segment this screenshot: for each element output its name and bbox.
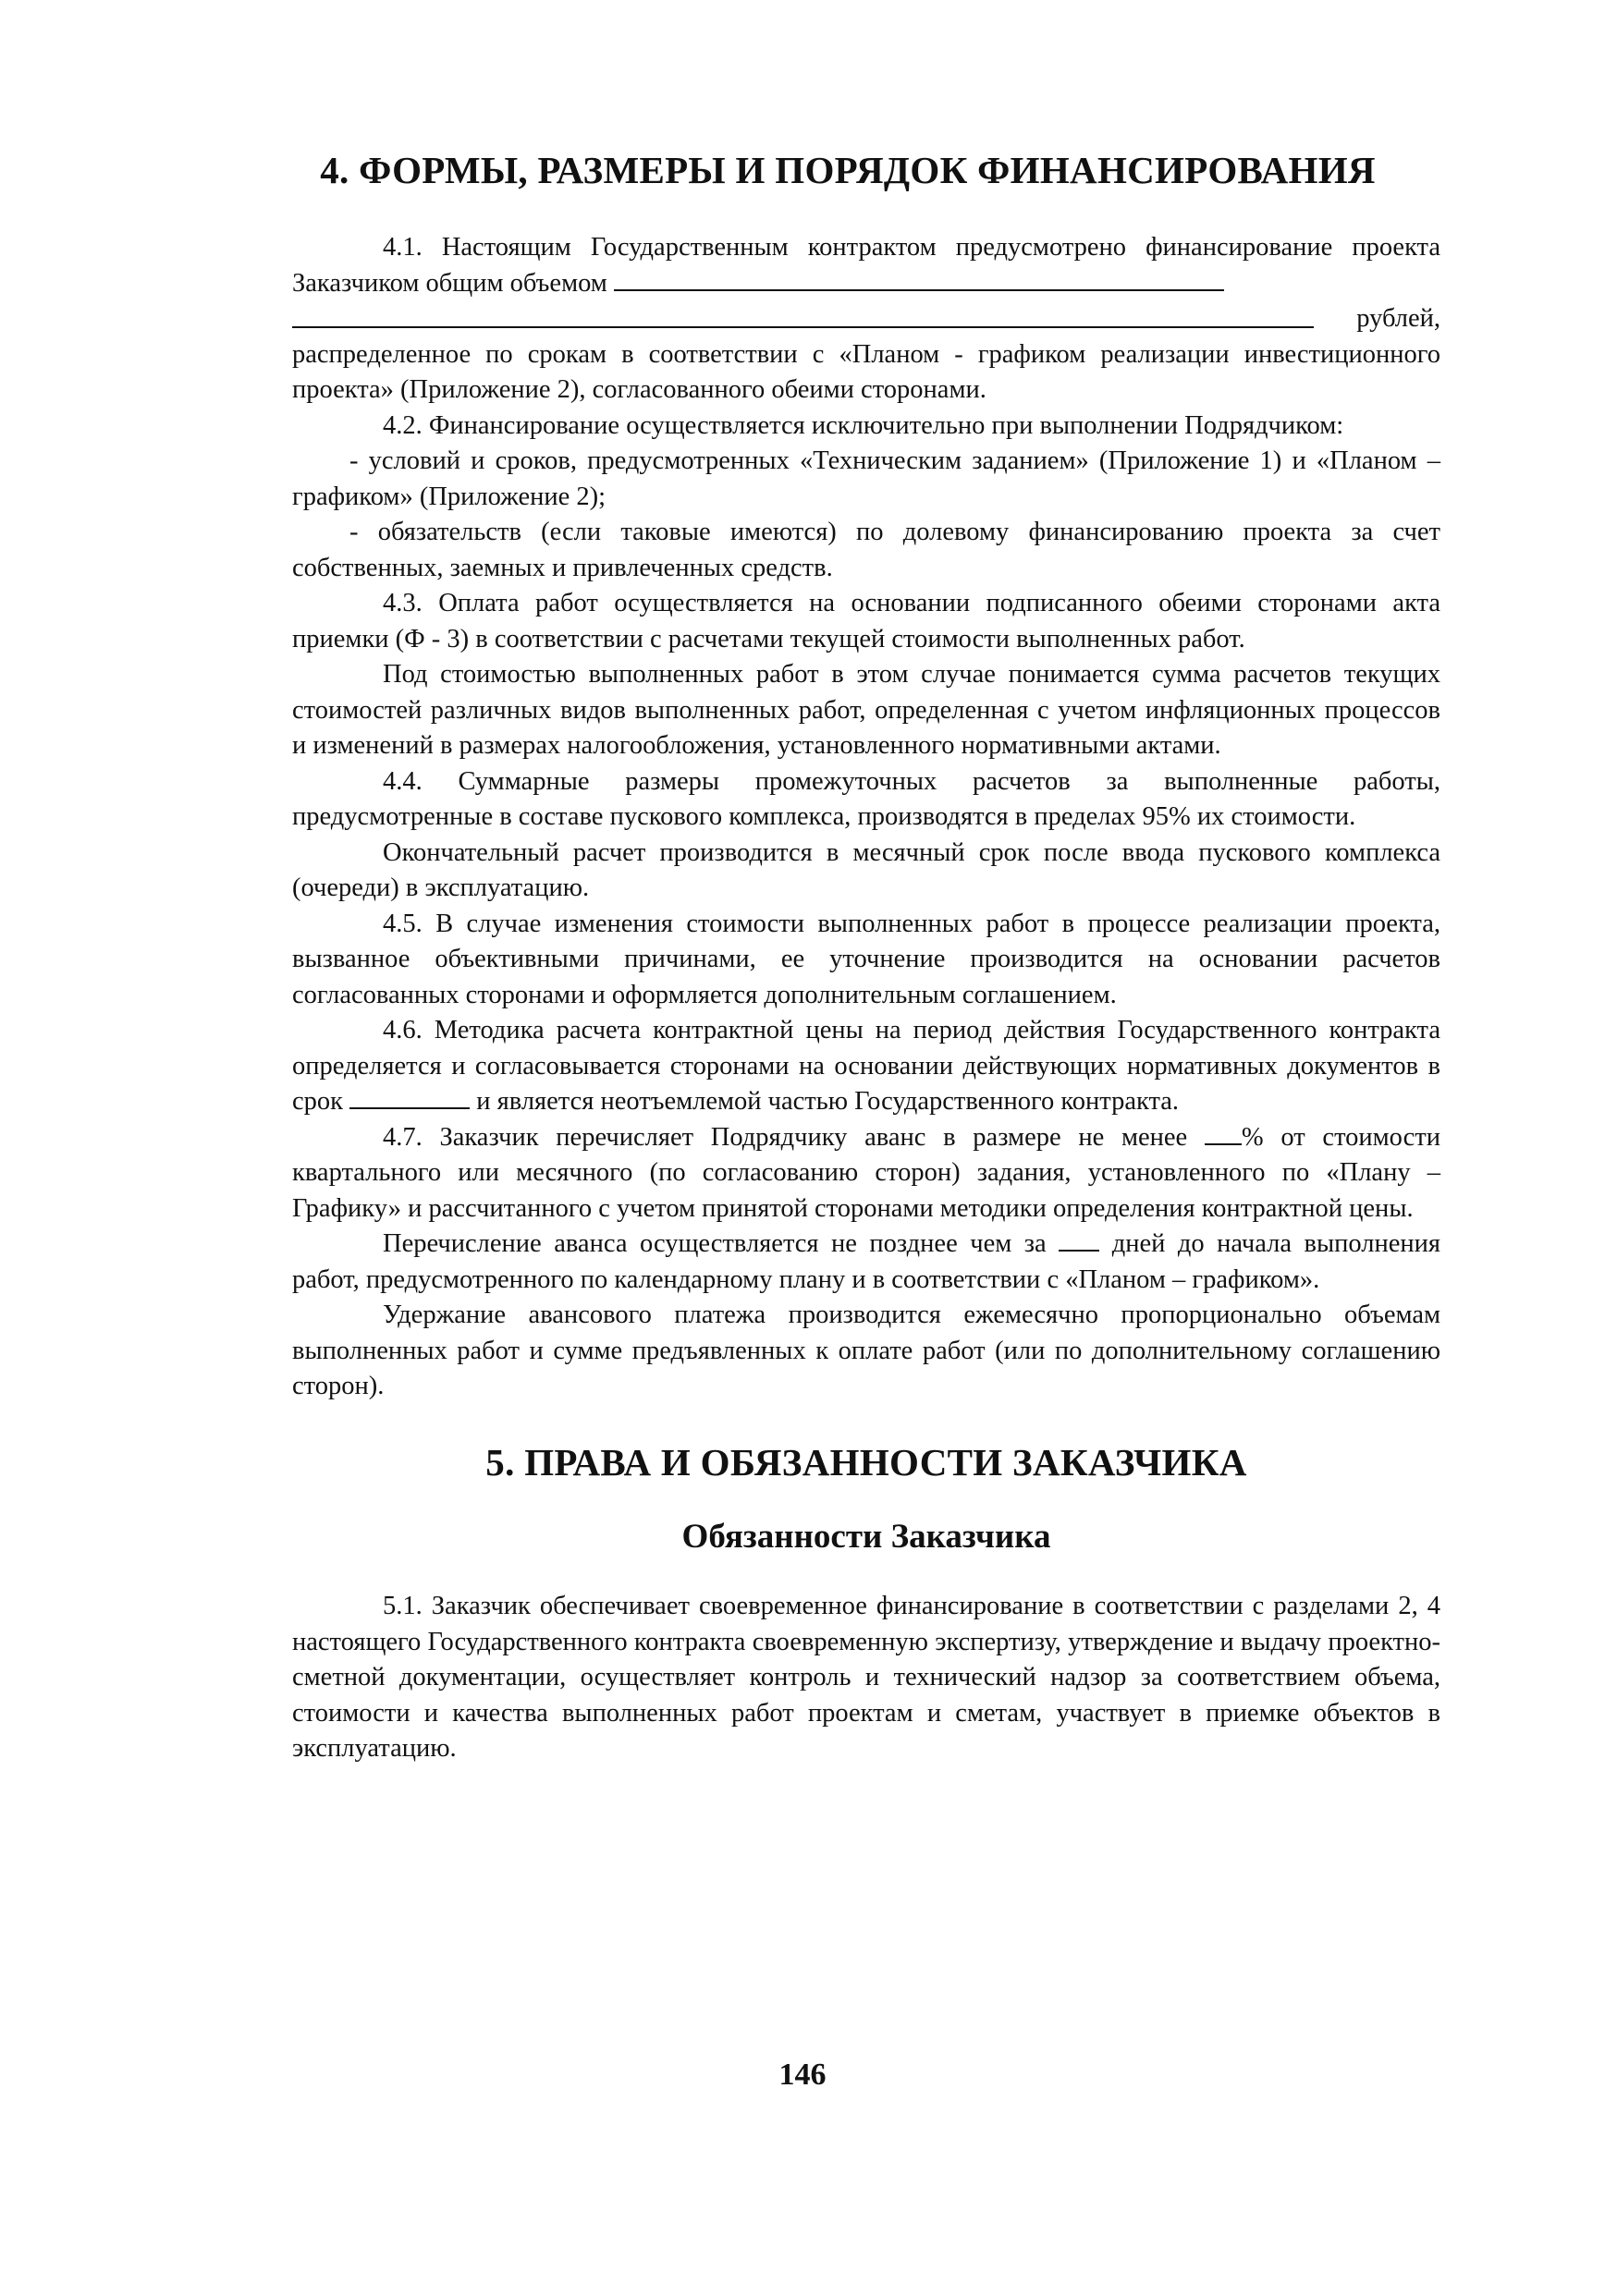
rubles-label: рублей,	[1356, 304, 1440, 334]
paragraph-4-1-text: 4.1. Настоящим Государственным контрактом предусмотрено финансирование проекта Заказчиком общим объемом	[292, 233, 1440, 298]
paragraph-4-7-c-text-b: дней до начала выполнения работ, предусмотренного по календарному плану и в соответствии с «Планом – графиком».	[292, 1229, 1440, 1294]
advance-percent-blank	[1205, 1121, 1242, 1145]
paragraph-4-1-continued: распределенное по срокам в соответствии с «Планом - графиком реализации инвестиционного проекта» (Приложение 2), согласованного обеими сторонами.	[292, 339, 1440, 405]
paragraph-4-6	[292, 1013, 1440, 1120]
paragraph-4-7-text-a: 4.7. Заказчик перечисляет Подрядчику аванс в размере не менее	[383, 1122, 1188, 1152]
paragraph-4-1	[292, 230, 1440, 301]
amount-blank-continued	[292, 326, 1314, 328]
paragraph-4-7	[292, 1120, 1440, 1227]
section-4-title: 4. ФОРМЫ, РАЗМЕРЫ И ПОРЯДОК ФИНАНСИРОВАНИЯ	[320, 149, 1376, 191]
paragraph-4-2: 4.2. Финансирование осуществляется исключительно при выполнении Подрядчиком:	[383, 410, 1344, 440]
rubles-line	[292, 301, 1440, 337]
paragraph-4-4: 4.4. Суммарные размеры промежуточных расчетов за выполненные работы, предусмотренные в составе пускового комплекса, производятся в пределах 95% их стоимости.	[292, 766, 1440, 832]
paragraph-4-2-item-2: - обязательств (если таковые имеются) по долевому финансированию проекта за счет собственных, заемных и привлеченных средств.	[292, 518, 1440, 582]
paragraph-4-2-item-1: - условий и сроков, предусмотренных «Техническим заданием» (Приложение 1) и «Планом – графиком» (Приложение 2);	[292, 446, 1440, 511]
days-blank	[1059, 1227, 1099, 1252]
term-blank	[349, 1085, 470, 1109]
paragraph-4-4-b: Окончательный расчет производится в месячный срок после ввода пускового комплекса (очереди) в эксплуатацию.	[292, 837, 1440, 903]
paragraph-4-3: 4.3. Оплата работ осуществляется на основании подписанного обеими сторонами акта приемки (Ф - 3) в соответствии с расчетами текущей стоимости выполненных работ.	[292, 589, 1440, 653]
paragraph-5-1: 5.1. Заказчик обеспечивает своевременное финансирование в соответствии с разделами 2, 4 настоящего Государственного контракта своевременную экспертизу, утверждение и выдачу проектно-сметной документации, осуществляет контроль и технический надзор за соответствием объема, стоимости и качества выполненных работ проектам и сметам, участвует в приемке объектов в эксплуатацию.	[292, 1592, 1440, 1764]
page-number: 146	[778, 2058, 827, 2092]
amount-blank	[614, 267, 1224, 291]
paragraph-4-3-b: Под стоимостью выполненных работ в этом случае понимается сумма расчетов текущих стоимостей различных видов выполненных работ, определенная с учетом инфляционных процессов и изменений в размерах налогообложения, установленного нормативными актами.	[292, 660, 1440, 761]
paragraph-4-6-text-a: 4.6. Методика расчета контрактной цены на период действия Государственного контракта определяется и согласовывается сторонами на основании действующих нормативных документов в срок	[292, 1016, 1440, 1117]
document-page	[292, 148, 1440, 1767]
paragraph-4-7-d: Удержание авансового платежа производится ежемесячно пропорционально объемам выполненных работ и сумме предъявленных к оплате работ (или по дополнительному соглашению сторон).	[292, 1301, 1440, 1401]
paragraph-4-7-text-b: % от стоимости квартального или месячного (по согласованию сторон) задания, установленного по «Плану – Графику» и рассчитанного с учетом принятой сторонами методики определения контрактной цены.	[292, 1122, 1440, 1223]
paragraph-4-6-text-b: и является неотъемлемой частью Государственного контракта.	[476, 1087, 1180, 1117]
paragraph-4-7-c-text-a: Перечисление аванса осуществляется не позднее чем за	[383, 1229, 1047, 1259]
section-5-title: 5. ПРАВА И ОБЯЗАННОСТИ ЗАКАЗЧИКА	[485, 1440, 1247, 1484]
paragraph-4-5: 4.5. В случае изменения стоимости выполненных работ в процессе реализации проекта, вызванное объективными причинами, ее уточнение производится на основании расчетов согласованных сторонами и оформляется дополнительным соглашением.	[292, 909, 1440, 1009]
section-5-subtitle: Обязанности Заказчика	[681, 1517, 1051, 1556]
paragraph-4-7-c	[292, 1227, 1440, 1298]
